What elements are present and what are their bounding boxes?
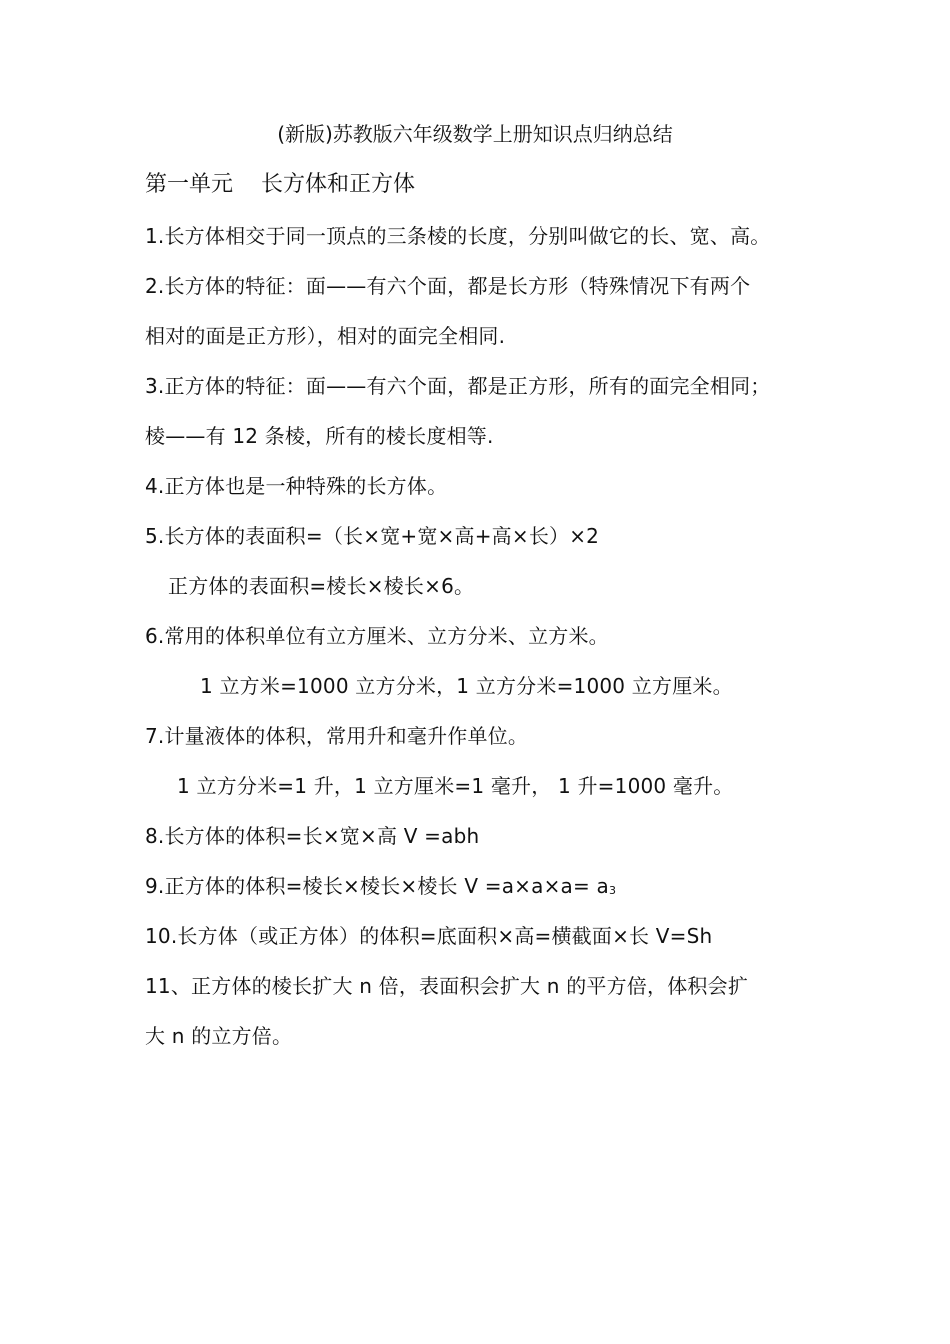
point-8: 8.长方体的体积=长×宽×高 V =abh bbox=[145, 824, 480, 848]
point-1: 1.长方体相交于同一顶点的三条棱的长度，分别叫做它的长、宽、高。 bbox=[145, 224, 771, 248]
point-2: 2.长方体的特征：面——有六个面，都是长方形（特殊情况下有两个 bbox=[145, 274, 751, 298]
point-9 bbox=[145, 872, 616, 904]
point-6: 6.常用的体积单位有立方厘米、立方分米、立方米。 bbox=[145, 624, 609, 648]
point-3-continued: 棱——有 12 条棱，所有的棱长度相等. bbox=[145, 424, 494, 448]
point-3: 3.正方体的特征：面——有六个面，都是正方形，所有的面完全相同； bbox=[145, 374, 771, 398]
point-11-continued: 大 n 的立方倍。 bbox=[145, 1024, 293, 1048]
unit-number: 第一单元 bbox=[145, 172, 234, 197]
unit-heading bbox=[145, 170, 415, 200]
point-7: 7.计量液体的体积，常用升和毫升作单位。 bbox=[145, 724, 529, 748]
point-4: 4.正方体也是一种特殊的长方体。 bbox=[145, 474, 448, 498]
unit-name: 长方体和正方体 bbox=[261, 172, 416, 197]
document-title: (新版)苏教版六年级数学上册知识点归纳总结 bbox=[277, 122, 673, 146]
point-6-conversion: 1 立方米=1000 立方分米，1 立方分米=1000 立方厘米。 bbox=[200, 674, 733, 698]
point-7-conversion: 1 立方分米=1 升，1 立方厘米=1 毫升， 1 升=1000 毫升。 bbox=[177, 774, 734, 798]
point-5: 5.长方体的表面积=（长×宽+宽×高+高×长）×2 bbox=[145, 524, 600, 548]
point-10: 10.长方体（或正方体）的体积=底面积×高=横截面×长 V=Sh bbox=[145, 924, 713, 948]
cube-exponent: 3 bbox=[608, 884, 617, 897]
point-11: 11、正方体的棱长扩大 n 倍，表面积会扩大 n 的平方倍，体积会扩 bbox=[145, 974, 749, 998]
point-5-cube-surface: 正方体的表面积=棱长×棱长×6。 bbox=[168, 574, 475, 598]
point-2-continued: 相对的面是正方形），相对的面完全相同. bbox=[145, 324, 506, 348]
point-9-text: 9.正方体的体积=棱长×棱长×棱长 V =a×a×a= a bbox=[145, 874, 609, 898]
